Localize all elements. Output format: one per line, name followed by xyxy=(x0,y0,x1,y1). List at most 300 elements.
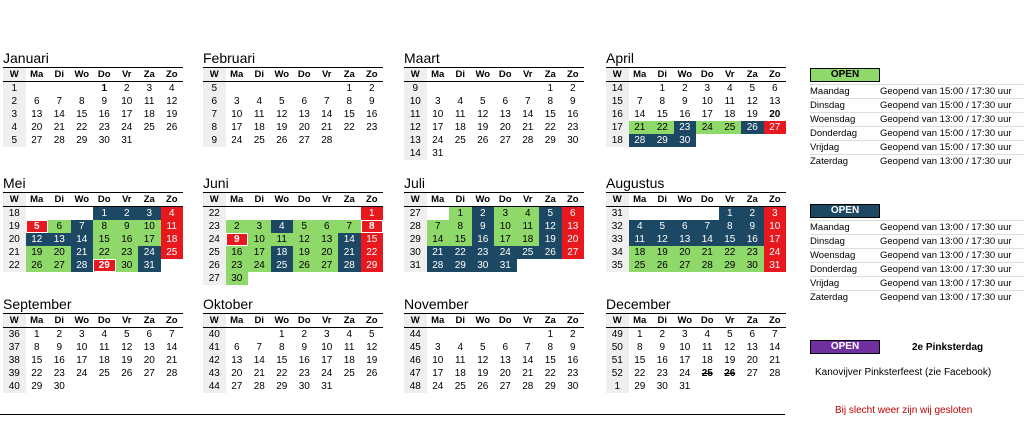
header-cell: W xyxy=(3,314,26,327)
week-number: 34 xyxy=(606,246,629,259)
day-cell: 13 xyxy=(316,233,339,246)
day-cell: 23 xyxy=(741,246,764,259)
day-cell: 16 xyxy=(298,355,310,366)
day-cell: 28 xyxy=(338,259,361,272)
day-cell: 10 xyxy=(432,109,444,120)
week-row xyxy=(606,95,786,108)
day-cell: 23 xyxy=(674,121,697,134)
day-cell: 6 xyxy=(502,342,509,353)
day-cell: 18 xyxy=(454,122,466,133)
week-row xyxy=(203,233,383,246)
day-cell: 11 xyxy=(455,109,466,120)
day-cell: 11 xyxy=(455,355,466,366)
day-cell: 20 xyxy=(48,246,71,259)
day-cell: 24 xyxy=(248,259,271,272)
day-cell: 12 xyxy=(724,342,736,353)
day-cell: 20 xyxy=(769,109,781,120)
day-cell: 11 xyxy=(517,220,540,233)
day-cell: 10 xyxy=(121,96,133,107)
week-row xyxy=(606,341,786,354)
header-cell: Vr xyxy=(724,194,735,205)
day-cell: 9 xyxy=(368,96,375,107)
day-cell: 25 xyxy=(454,135,466,146)
header-cell: Do xyxy=(498,315,512,326)
pinkster-note: Kanovijver Pinksterfeest (zie Facebook) xyxy=(815,367,992,378)
header-cell: Ma xyxy=(30,69,44,80)
day-cell: 26 xyxy=(741,121,764,134)
weekday-header xyxy=(3,313,183,328)
header-cell: Di xyxy=(657,315,667,326)
day-cell xyxy=(161,259,184,272)
day-cell: 9 xyxy=(116,220,139,233)
month-title: November xyxy=(404,296,469,312)
day-cell: 10 xyxy=(494,220,517,233)
day-cell xyxy=(472,328,495,341)
schedule-day: Zaterdag xyxy=(810,292,849,303)
schedule-time: Geopend van 13:00 / 17:30 uur xyxy=(880,278,1012,289)
week-row xyxy=(3,380,183,393)
week-row xyxy=(3,341,183,354)
day-cell: 8 xyxy=(449,220,472,233)
day-cell: 14 xyxy=(71,233,94,246)
day-cell: 11 xyxy=(161,220,184,233)
day-cell: 2 xyxy=(472,207,495,220)
day-cell: 4 xyxy=(271,220,294,233)
day-cell: 21 xyxy=(253,368,265,379)
day-cell: 13 xyxy=(499,109,511,120)
day-cell xyxy=(71,82,94,95)
day-cell: 6 xyxy=(48,220,71,233)
week-row xyxy=(3,328,183,341)
day-cell: 27 xyxy=(764,121,787,134)
day-cell: 7 xyxy=(56,96,63,107)
month-juli xyxy=(404,175,584,272)
day-cell: 18 xyxy=(629,246,652,259)
day-cell: 27 xyxy=(499,135,511,146)
week-number: 31 xyxy=(404,259,427,272)
day-cell: 1 xyxy=(346,83,353,94)
header-cell: Za xyxy=(746,194,758,205)
day-cell: 8 xyxy=(659,96,666,107)
day-cell: 12 xyxy=(477,355,489,366)
day-cell: 18 xyxy=(161,233,184,246)
week-number: 42 xyxy=(203,354,226,367)
divider-line xyxy=(0,414,785,415)
schedule-time: Geopend van 15:00 / 17:30 uur xyxy=(880,142,1012,153)
day-cell: 14 xyxy=(769,342,781,353)
day-cell xyxy=(293,272,316,285)
day-cell: 4 xyxy=(168,83,175,94)
day-cell: 9 xyxy=(301,342,308,353)
week-number: 14 xyxy=(606,82,629,95)
week-row xyxy=(606,220,786,233)
schedule-day: Dinsdag xyxy=(810,236,845,247)
header-cell: Di xyxy=(455,194,465,205)
day-cell: 17 xyxy=(432,122,444,133)
week-number: 1 xyxy=(3,82,26,95)
week-number: 13 xyxy=(404,134,427,147)
week-number: 9 xyxy=(203,134,226,147)
day-cell: 20 xyxy=(674,246,697,259)
day-cell: 3 xyxy=(146,83,153,94)
day-cell xyxy=(93,380,116,393)
day-cell: 7 xyxy=(696,220,719,233)
day-cell: 24 xyxy=(696,121,719,134)
header-cell: Ma xyxy=(230,194,244,205)
month-september xyxy=(3,296,183,393)
day-cell: 5 xyxy=(278,96,285,107)
day-cell: 16 xyxy=(567,355,579,366)
pinkster-label: 2e Pinksterdag xyxy=(912,341,984,353)
footer-note: Bij slecht weer zijn wij gesloten xyxy=(835,405,973,416)
day-cell: 8 xyxy=(278,342,285,353)
day-cell xyxy=(316,82,339,95)
day-cell: 25 xyxy=(629,259,652,272)
header-cell: Wo xyxy=(677,315,693,326)
day-cell: 12 xyxy=(539,220,562,233)
day-cell: 23 xyxy=(116,246,139,259)
week-number: 3 xyxy=(3,108,26,121)
week-row xyxy=(606,259,786,272)
week-row xyxy=(606,328,786,341)
day-cell: 28 xyxy=(71,259,94,272)
week-number: 45 xyxy=(404,341,427,354)
week-row xyxy=(404,233,584,246)
day-cell: 30 xyxy=(567,381,579,392)
week-row xyxy=(404,220,584,233)
day-cell: 12 xyxy=(26,233,49,246)
day-cell: 25 xyxy=(143,122,155,133)
month-januari xyxy=(3,50,183,147)
day-cell: 4 xyxy=(704,329,711,340)
day-cell: 2 xyxy=(569,329,576,340)
day-cell: 9 xyxy=(226,233,249,246)
day-cell: 5 xyxy=(26,220,49,233)
open-badge-purple: OPEN xyxy=(810,340,880,354)
day-cell: 23 xyxy=(226,259,249,272)
header-cell: Wo xyxy=(677,194,693,205)
day-cell: 8 xyxy=(547,342,554,353)
header-cell: Ma xyxy=(633,194,647,205)
week-number: 52 xyxy=(606,367,629,380)
week-number: 31 xyxy=(606,207,629,220)
day-cell: 21 xyxy=(522,368,534,379)
header-cell: Wo xyxy=(74,194,90,205)
day-cell: 8 xyxy=(78,96,85,107)
week-number: 41 xyxy=(203,341,226,354)
header-cell: W xyxy=(3,68,26,81)
day-cell: 18 xyxy=(701,355,713,366)
day-cell: 20 xyxy=(316,246,339,259)
week-number: 14 xyxy=(404,147,427,160)
header-cell: Zo xyxy=(768,69,781,80)
header-cell: Vr xyxy=(522,69,533,80)
header-cell: Zo xyxy=(365,315,378,326)
day-cell: 19 xyxy=(293,246,316,259)
schedule-day: Vrijdag xyxy=(810,142,840,153)
day-cell: 12 xyxy=(366,342,378,353)
day-cell xyxy=(494,328,517,341)
month-title: Februari xyxy=(203,50,256,66)
day-cell xyxy=(517,328,540,341)
day-cell xyxy=(539,147,562,160)
week-row xyxy=(404,246,584,259)
day-cell: 15 xyxy=(76,109,88,120)
header-cell: Vr xyxy=(321,69,332,80)
day-cell: 22 xyxy=(544,122,556,133)
day-cell: 14 xyxy=(522,355,534,366)
header-cell: W xyxy=(203,314,226,327)
day-cell xyxy=(539,259,562,272)
day-cell: 4 xyxy=(629,220,652,233)
header-cell: Do xyxy=(97,194,111,205)
day-cell xyxy=(696,134,719,147)
day-cell: 7 xyxy=(338,220,361,233)
week-row xyxy=(606,380,786,393)
day-cell: 19 xyxy=(746,109,758,120)
day-cell: 9 xyxy=(569,96,576,107)
header-cell: Wo xyxy=(74,69,90,80)
day-cell: 13 xyxy=(298,109,310,120)
day-cell: 29 xyxy=(76,135,88,146)
header-cell: Wo xyxy=(274,69,290,80)
day-cell: 17 xyxy=(76,355,88,366)
day-cell: 14 xyxy=(53,109,65,120)
header-cell: Vr xyxy=(121,194,132,205)
day-cell: 11 xyxy=(702,342,713,353)
day-cell: 26 xyxy=(539,246,562,259)
day-cell: 29 xyxy=(651,134,674,147)
header-cell: Di xyxy=(254,315,264,326)
week-row xyxy=(606,354,786,367)
week-row xyxy=(606,233,786,246)
week-number: 12 xyxy=(404,121,427,134)
day-cell: 28 xyxy=(522,135,534,146)
day-cell: 26 xyxy=(293,259,316,272)
header-cell: Za xyxy=(343,69,355,80)
day-cell: 1 xyxy=(278,329,285,340)
weekday-header xyxy=(606,192,786,207)
month-title: September xyxy=(3,296,72,312)
header-cell: Ma xyxy=(30,194,44,205)
week-row xyxy=(404,108,584,121)
day-cell: 5 xyxy=(479,96,486,107)
week-row xyxy=(3,259,183,272)
day-cell: 2 xyxy=(741,207,764,220)
header-cell: Do xyxy=(97,315,111,326)
day-cell: 2 xyxy=(301,329,308,340)
day-cell: 30 xyxy=(741,259,764,272)
day-cell xyxy=(517,147,540,160)
header-cell: Zo xyxy=(165,194,178,205)
week-number: 44 xyxy=(404,328,427,341)
day-cell: 30 xyxy=(567,135,579,146)
day-cell xyxy=(696,207,719,220)
month-title: Januari xyxy=(3,50,49,66)
day-cell: 18 xyxy=(271,246,294,259)
legend-blue xyxy=(810,204,1024,304)
week-row xyxy=(404,367,584,380)
header-cell: Do xyxy=(700,315,714,326)
day-cell: 6 xyxy=(146,329,153,340)
day-cell: 28 xyxy=(53,135,65,146)
day-cell xyxy=(338,272,361,285)
week-row xyxy=(3,246,183,259)
day-cell: 2 xyxy=(368,83,375,94)
day-cell: 5 xyxy=(726,329,733,340)
day-cell: 25 xyxy=(517,246,540,259)
day-cell: 31 xyxy=(494,259,517,272)
weekday-header xyxy=(203,313,383,328)
header-cell: W xyxy=(203,193,226,206)
month-maart xyxy=(404,50,584,160)
weekday-header xyxy=(203,67,383,82)
week-number: 15 xyxy=(606,95,629,108)
day-cell: 9 xyxy=(741,220,764,233)
week-number: 25 xyxy=(203,246,226,259)
header-cell: Ma xyxy=(30,315,44,326)
schedule-row xyxy=(810,84,1024,98)
day-cell: 22 xyxy=(31,368,43,379)
day-cell: 5 xyxy=(651,220,674,233)
day-cell: 8 xyxy=(547,96,554,107)
weekday-header xyxy=(606,313,786,328)
day-cell: 9 xyxy=(659,342,666,353)
day-cell: 24 xyxy=(76,368,88,379)
schedule-day: Woensdag xyxy=(810,250,856,261)
day-cell: 4 xyxy=(101,329,108,340)
header-cell: Di xyxy=(254,194,264,205)
day-cell: 18 xyxy=(143,109,155,120)
day-cell: 30 xyxy=(53,381,65,392)
day-cell: 17 xyxy=(764,233,787,246)
header-cell: Za xyxy=(343,315,355,326)
schedule-row xyxy=(810,262,1024,276)
day-cell: 19 xyxy=(166,109,178,120)
header-cell: Za xyxy=(343,194,355,205)
day-cell xyxy=(361,380,384,393)
day-cell: 26 xyxy=(276,135,288,146)
day-cell: 27 xyxy=(31,135,43,146)
week-number: 6 xyxy=(203,95,226,108)
day-cell: 11 xyxy=(344,342,355,353)
day-cell: 23 xyxy=(98,122,110,133)
day-cell xyxy=(248,272,271,285)
day-cell: 16 xyxy=(679,109,691,120)
week-row xyxy=(203,380,383,393)
day-cell: 4 xyxy=(457,342,464,353)
day-cell: 22 xyxy=(76,122,88,133)
schedule-time: Geopend van 13:00 / 17:30 uur xyxy=(880,250,1012,261)
week-number: 17 xyxy=(606,121,629,134)
day-cell: 12 xyxy=(166,96,178,107)
day-cell: 27 xyxy=(316,259,339,272)
day-cell: 16 xyxy=(741,233,764,246)
week-row xyxy=(606,367,786,380)
schedule-row xyxy=(810,140,1024,154)
week-row xyxy=(203,328,383,341)
week-number: 21 xyxy=(3,246,26,259)
week-row xyxy=(203,95,383,108)
month-title: Maart xyxy=(404,50,440,66)
open-badge-blue: OPEN xyxy=(810,204,880,218)
schedule-day: Woensdag xyxy=(810,114,856,125)
day-cell: 24 xyxy=(494,246,517,259)
day-cell: 30 xyxy=(226,272,249,285)
day-cell: 10 xyxy=(248,233,271,246)
header-cell: Ma xyxy=(431,315,445,326)
day-cell: 20 xyxy=(746,355,758,366)
day-cell xyxy=(719,134,742,147)
week-number: 39 xyxy=(3,367,26,380)
day-cell: 27 xyxy=(562,246,585,259)
day-cell: 16 xyxy=(472,233,495,246)
day-cell: 10 xyxy=(76,342,88,353)
day-cell: 12 xyxy=(293,233,316,246)
day-cell: 10 xyxy=(764,220,787,233)
schedule-day: Zaterdag xyxy=(810,156,849,167)
day-cell: 6 xyxy=(562,207,585,220)
header-cell: Vr xyxy=(321,194,332,205)
day-cell: 6 xyxy=(301,96,308,107)
day-cell: 1 xyxy=(659,83,666,94)
schedule-time: Geopend van 13:00 / 17:30 uur xyxy=(880,264,1012,275)
day-cell: 22 xyxy=(93,246,116,259)
day-cell: 22 xyxy=(276,368,288,379)
day-cell: 13 xyxy=(562,220,585,233)
day-cell: 3 xyxy=(434,342,441,353)
day-cell: 29 xyxy=(93,259,116,272)
week-number: 19 xyxy=(3,220,26,233)
day-cell: 11 xyxy=(254,109,265,120)
day-cell: 5 xyxy=(479,342,486,353)
week-number: 22 xyxy=(3,259,26,272)
day-cell: 29 xyxy=(449,259,472,272)
header-cell: W xyxy=(3,193,26,206)
week-row xyxy=(606,246,786,259)
day-cell: 14 xyxy=(427,233,450,246)
header-cell: Ma xyxy=(431,69,445,80)
header-cell: Di xyxy=(254,69,264,80)
day-cell: 8 xyxy=(719,220,742,233)
week-number: 16 xyxy=(606,108,629,121)
day-cell: 21 xyxy=(321,122,333,133)
schedule-day: Donderdag xyxy=(810,128,858,139)
header-cell: Ma xyxy=(633,69,647,80)
week-row xyxy=(3,354,183,367)
day-cell: 19 xyxy=(366,355,378,366)
day-cell: 21 xyxy=(769,355,781,366)
day-cell: 22 xyxy=(634,368,646,379)
day-cell xyxy=(248,207,271,220)
week-number: 43 xyxy=(203,367,226,380)
day-cell: 13 xyxy=(31,109,43,120)
day-cell: 13 xyxy=(746,342,758,353)
day-cell: 13 xyxy=(143,342,155,353)
week-row xyxy=(404,328,584,341)
header-cell: Do xyxy=(97,69,111,80)
day-cell xyxy=(226,82,249,95)
day-cell xyxy=(271,207,294,220)
day-cell: 24 xyxy=(138,246,161,259)
schedule-row xyxy=(810,154,1024,168)
day-cell: 16 xyxy=(366,109,378,120)
day-cell: 31 xyxy=(121,135,133,146)
week-row xyxy=(203,220,383,233)
day-cell: 28 xyxy=(321,135,333,146)
header-cell: Vr xyxy=(121,315,132,326)
day-cell: 21 xyxy=(53,122,65,133)
